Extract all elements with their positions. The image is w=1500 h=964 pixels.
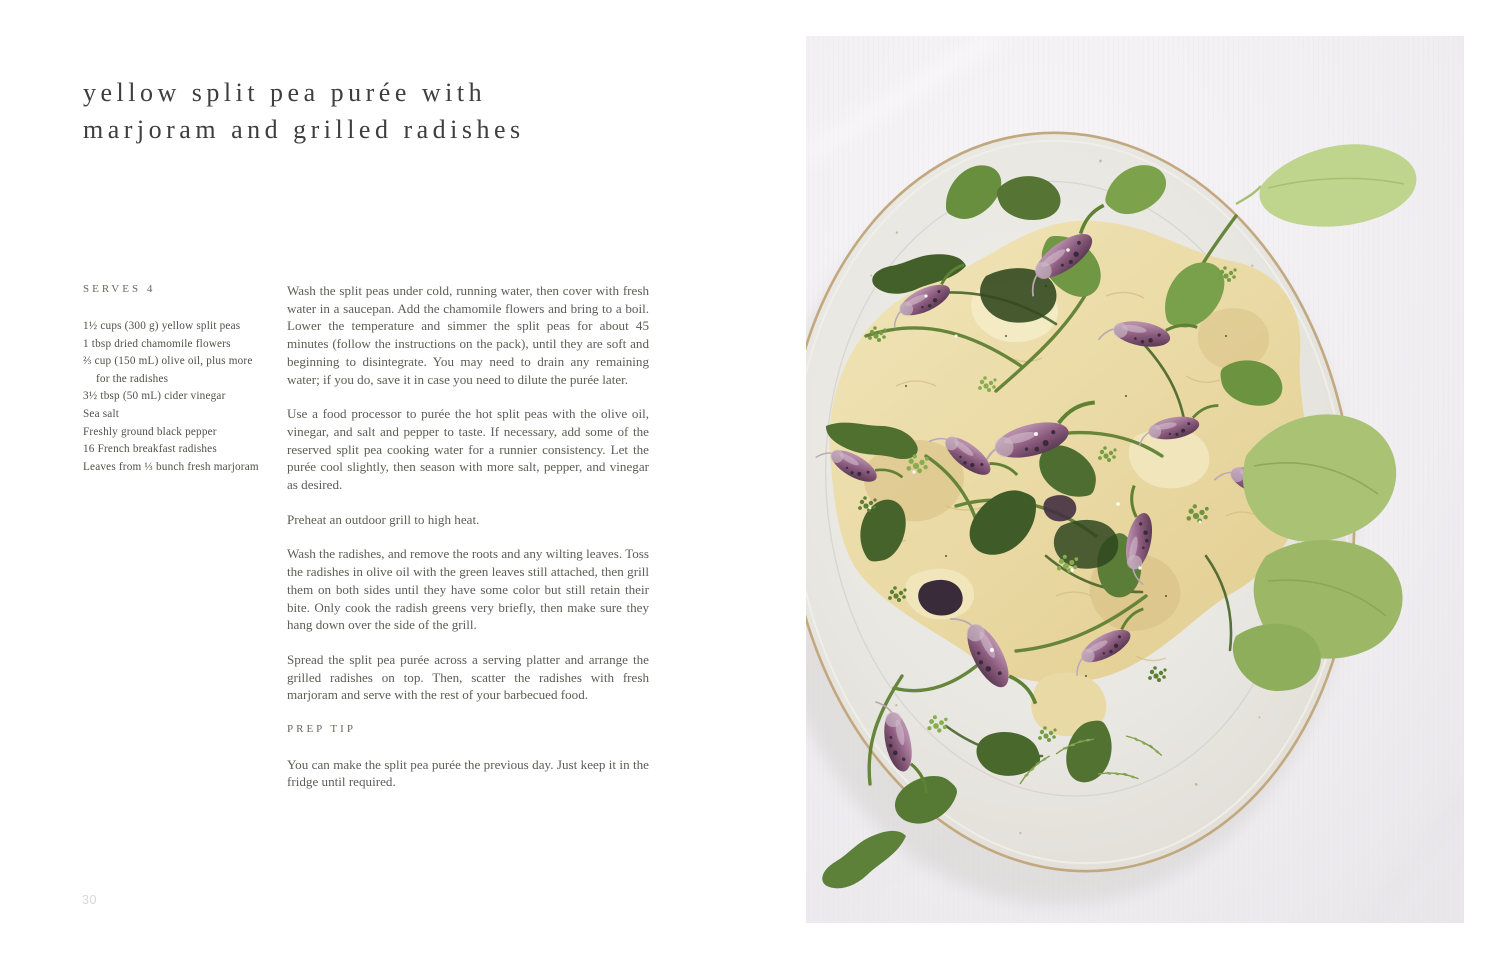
method-column <box>287 282 649 808</box>
ingredient-item: 1½ cups (300 g) yellow split peas <box>83 320 241 332</box>
recipe-step: Preheat an outdoor grill to high heat. <box>287 511 480 527</box>
ingredient-item: 1 tbsp dried chamomile flowers <box>83 337 231 350</box>
recipe-step: Wash the split peas under cold, running water, then cover with fresh water in a saucepan. Add the chamomile flowers and bring to a boil. Lower the temperature and simmer the split peas for about 45 minutes (follow the instructions on the pack), until they are soft and beginning to disintegrate. You may need to drain any remaining water; if you do, save it in case you need to dilute the purée later. <box>287 283 649 387</box>
page-number: 30 <box>82 893 97 907</box>
ingredient-item: ⅔ cup (150 mL) olive oil, plus more for the radishes <box>83 355 253 385</box>
recipe-step: Wash the radishes, and remove the roots and any wilting leaves. Toss the radishes in olive oil with the green leaves still attached, then grill them on both sides until they have some color but still retain their bite. Only cook the radish greens very briefly, then make sure they hang down over the side of the grill. <box>287 546 649 633</box>
food-photo-illustration <box>806 36 1464 923</box>
ingredient-item: Sea salt <box>83 407 120 420</box>
food-photo <box>806 36 1464 923</box>
recipe-title-line-2: marjoram and grilled radishes <box>83 115 525 144</box>
page-title <box>83 74 525 148</box>
prep-tip-label: PREP TIP <box>287 723 356 736</box>
prep-tip-text: You can make the split pea purée the previous day. Just keep it in the fridge until required. <box>287 756 649 790</box>
serves-label: SERVES 4 <box>83 283 156 295</box>
ingredient-item: 16 French breakfast radishes <box>83 443 217 456</box>
ingredient-item: Leaves from ⅓ bunch fresh marjoram <box>83 460 259 473</box>
recipe-step: Spread the split pea purée across a serving platter and arrange the grilled radishes on top. Then, scatter the radishes with fresh marjoram and serve with the rest of your barbecued food. <box>287 651 649 703</box>
ingredient-item: Freshly ground black pepper <box>83 425 217 438</box>
recipe-title-line-1: yellow split pea purée with <box>83 78 487 107</box>
ingredients-list <box>83 318 259 476</box>
recipe-step: Use a food processor to purée the hot split peas with the olive oil, vinegar, and salt and pepper to taste. If necessary, add some of the reserved split pea cooking water for a runnier consistency. Let the purée cool slightly, then season with more salt, pepper, and vinegar as desired. <box>287 406 649 493</box>
ingredient-item: 3½ tbsp (50 mL) cider vinegar <box>83 390 226 403</box>
